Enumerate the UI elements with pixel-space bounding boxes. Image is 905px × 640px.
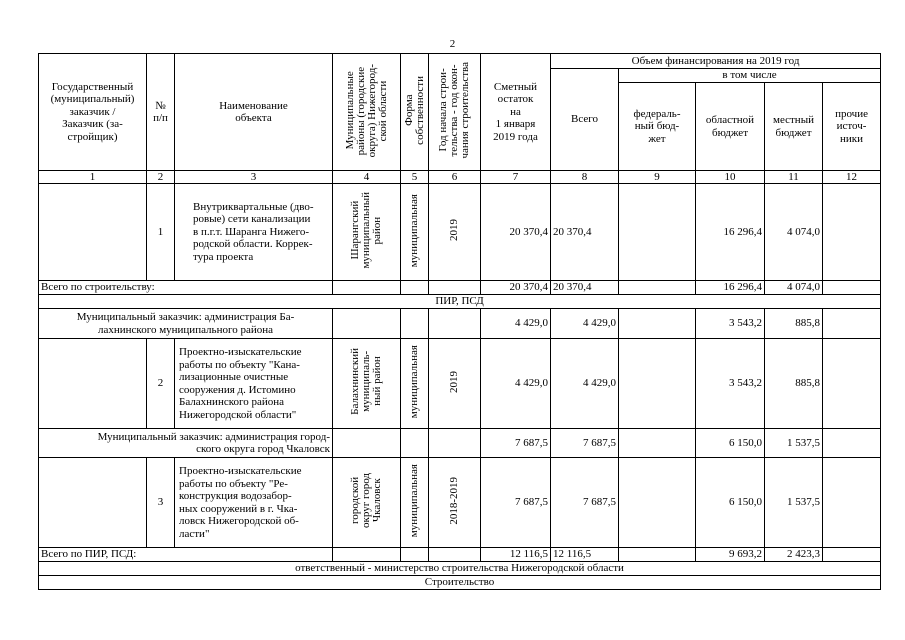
col-number: 11 (765, 171, 823, 184)
header-total: Всего (551, 69, 619, 171)
regional: 3 543,2 (696, 339, 765, 429)
col-number: 8 (551, 171, 619, 184)
local: 1 537,5 (765, 458, 823, 548)
local: 885,8 (765, 309, 823, 339)
col-number: 10 (696, 171, 765, 184)
section-title: ПИР, ПСД (39, 295, 881, 309)
col-number: 6 (429, 171, 481, 184)
col-number: 7 (481, 171, 551, 184)
total: 7 687,5 (551, 429, 619, 458)
responsible-label: ответственный - министерство строительства Нижегородской области (39, 562, 881, 576)
header-ownership: Форма собственности (402, 75, 426, 145)
header-federal: федераль- ный бюд- жет (619, 83, 696, 171)
header-customer: Государственный (муниципальный) заказчик / Заказчик (за- стройщик) (39, 54, 147, 171)
header-district: Муниципальные районы (городские округа) Нижегород- ской области (343, 63, 389, 157)
balance: 4 429,0 (481, 339, 551, 429)
total-row (39, 281, 881, 295)
table-row (39, 184, 881, 281)
years: 2019 (448, 370, 460, 393)
local: 4 074,0 (765, 184, 823, 281)
total-label: Всего по ПИР, ПСД: (39, 548, 333, 562)
total: 12 116,5 (551, 548, 619, 562)
row-no: 1 (147, 184, 175, 281)
local: 885,8 (765, 339, 823, 429)
regional: 16 296,4 (696, 184, 765, 281)
header-including: в том числе (619, 69, 881, 83)
row-no: 2 (147, 339, 175, 429)
balance: 7 687,5 (481, 458, 551, 548)
header-balance: Сметный остаток на 1 января 2019 года (481, 54, 551, 171)
page-number: 2 (449, 38, 456, 50)
section-title: Строительство (39, 576, 881, 590)
col-number: 1 (39, 171, 147, 184)
district: Балахнинский муниципаль- ный район (349, 348, 383, 416)
total-row (39, 548, 881, 562)
total: 7 687,5 (551, 458, 619, 548)
col-number: 2 (147, 171, 175, 184)
col-number: 3 (175, 171, 333, 184)
total: 20 370,4 (551, 281, 619, 295)
section-row (39, 295, 881, 309)
col-number: 9 (619, 171, 696, 184)
customer-label: Муниципальный заказчик: администрация Ба- лахнинского муниципального района (39, 309, 333, 339)
balance: 20 370,4 (481, 281, 551, 295)
col-number: 5 (401, 171, 429, 184)
header-ownership-cell (401, 54, 429, 171)
header-other: прочие источ- ники (823, 83, 881, 171)
balance: 7 687,5 (481, 429, 551, 458)
ownership: муниципальная (408, 193, 420, 267)
balance: 12 116,5 (481, 548, 551, 562)
header-no: № п/п (147, 54, 175, 171)
row-no: 3 (147, 458, 175, 548)
table-row (39, 458, 881, 548)
district: городской округ город Чкаловск (349, 473, 383, 529)
header-object-name: Наименование объекта (175, 54, 333, 171)
header-years: Год начала строи- тельства - год окон- чания строительства (437, 61, 471, 159)
object-name: Внутриквартальные (дво- ровые) сети канализации в п.г.т. Шаранга Нижего- родской области. Коррек- тура проекта (175, 184, 333, 281)
total: 4 429,0 (551, 309, 619, 339)
total: 4 429,0 (551, 339, 619, 429)
total: 20 370,4 (551, 184, 619, 281)
responsible-row (39, 562, 881, 576)
col-number: 12 (823, 171, 881, 184)
object-name: Проектно-изыскательские работы по объекту "Ре- конструкция водозабор- ных сооружений в г. Чка- ловск Нижегородской об- ласти" (175, 458, 333, 548)
customer-row (39, 309, 881, 339)
regional: 3 543,2 (696, 309, 765, 339)
header-years-cell (429, 54, 481, 171)
header-district-cell (333, 54, 401, 171)
ownership: муниципальная (408, 464, 420, 538)
total-label: Всего по строительству: (39, 281, 333, 295)
local: 4 074,0 (765, 281, 823, 295)
years: 2018-2019 (448, 476, 460, 525)
object-name: Проектно-изыскательские работы по объекту "Кана- лизационные очистные сооружения д. Истомино Балахнинского района Нижегородской области" (175, 339, 333, 429)
district: Шарангский муниципальный район (349, 191, 383, 269)
customer-row (39, 429, 881, 458)
header-local: местный бюджет (765, 83, 823, 171)
col-number: 4 (333, 171, 401, 184)
regional: 6 150,0 (696, 458, 765, 548)
section-row (39, 576, 881, 590)
regional: 16 296,4 (696, 281, 765, 295)
customer-label: Муниципальный заказчик: администрация город- ского округа город Чкаловск (39, 429, 333, 458)
financing-table (38, 53, 881, 590)
regional: 6 150,0 (696, 429, 765, 458)
table-row (39, 339, 881, 429)
ownership: муниципальная (408, 345, 420, 419)
local: 1 537,5 (765, 429, 823, 458)
column-numbers-row (39, 171, 881, 184)
balance: 20 370,4 (481, 184, 551, 281)
header-regional: областной бюджет (696, 83, 765, 171)
balance: 4 429,0 (481, 309, 551, 339)
years: 2019 (448, 219, 460, 242)
regional: 9 693,2 (696, 548, 765, 562)
local: 2 423,3 (765, 548, 823, 562)
header-financing-title: Объем финансирования на 2019 год (551, 54, 881, 69)
